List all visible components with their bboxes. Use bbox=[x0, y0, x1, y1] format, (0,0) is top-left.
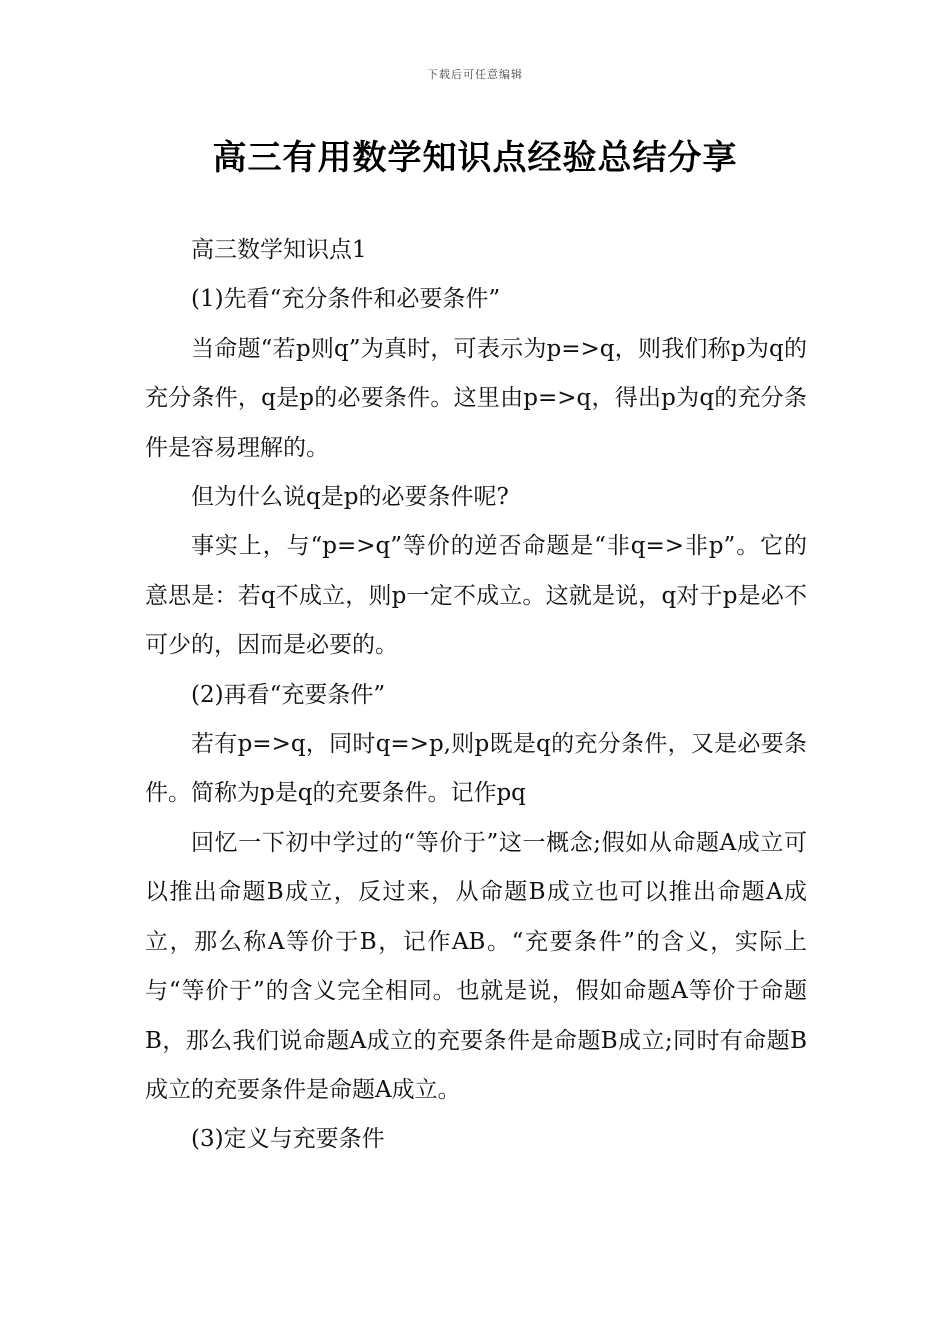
header-note: 下载后可任意编辑 bbox=[427, 68, 523, 81]
paragraph-equivalence: 回忆一下初中学过的“等价于”这一概念;假如从命题A成立可以推出命题B成立，反过来，从命题B成立也可以推出命题A成立，那么称A等价于B，记作AB。“充要条件”的含义，实际上与“等价于”的含义完全相同。也就是说，假如命题A等价于命题B，那么我们说命题A成立的充要条件是命题B成立;同时有命题B成立的充要条件是命题A成立。 bbox=[145, 829, 807, 1103]
subheading-iff: (2)再看“充要条件” bbox=[191, 681, 386, 708]
paragraph-question: 但为什么说q是p的必要条件呢? bbox=[191, 484, 509, 511]
page-title: 高三有用数学知识点经验总结分享 bbox=[212, 138, 738, 178]
section-heading-1: 高三数学知识点1 bbox=[191, 237, 367, 263]
subheading-definition-iff: (3)定义与充要条件 bbox=[191, 1126, 385, 1153]
paragraph-contrapositive: 事实上，与“p=>q”等价的逆否命题是“非q=>非p”。它的意思是：若q不成立，则p一定不成立。这就是说，q对于p是必不可少的，因而是必要的。 bbox=[145, 533, 807, 659]
document-body bbox=[145, 226, 807, 1165]
paragraph-iff-definition: 若有p=>q，同时q=>p,则p既是q的充分条件，又是必要条件。简称为p是q的充要条件。记作pq bbox=[145, 731, 807, 807]
subheading-sufficient-necessary: (1)先看“充分条件和必要条件” bbox=[191, 286, 501, 313]
paragraph-definition: 当命题“若p则q”为真时，可表示为p=>q，则我们称p为q的充分条件，q是p的必要条件。这里由p=>q，得出p为q的充分条件是容易理解的。 bbox=[145, 335, 807, 461]
